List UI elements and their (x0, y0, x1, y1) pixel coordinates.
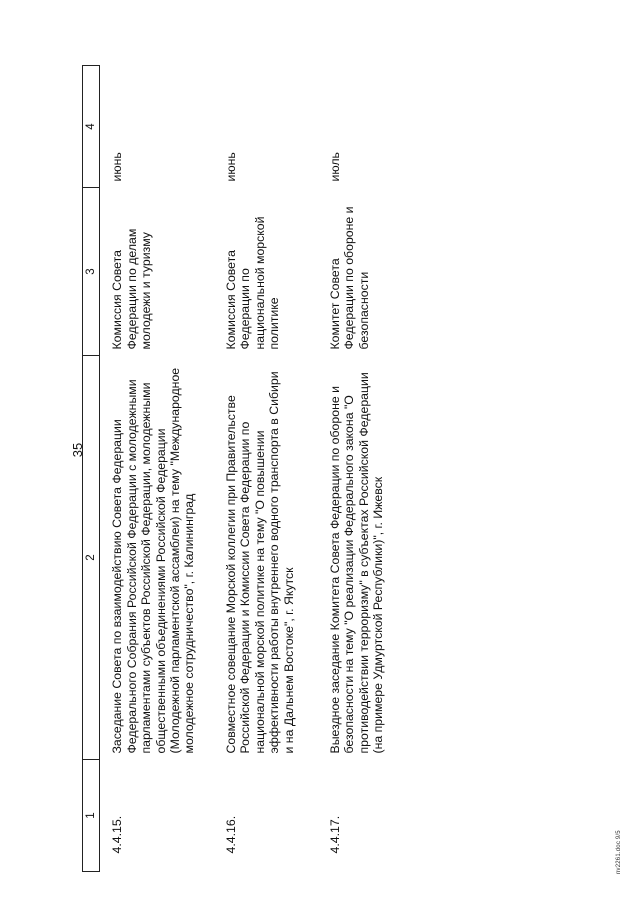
responsible-body: Комиссия Совета Федерации по делам молодежи и туризму (110, 228, 154, 350)
document-code: nv2261.doc 9/5 (616, 830, 622, 874)
column-header-2: 2 (83, 356, 100, 760)
column-header-3: 3 (83, 188, 100, 356)
item-number: 4.4.16. (223, 815, 238, 854)
column-header-1: 1 (83, 760, 100, 872)
table-row (224, 66, 328, 872)
event-date: июнь (223, 152, 238, 182)
event-date: июль (327, 152, 342, 182)
responsible-body: Комиссия Совета Федерации по национальной морской политике (223, 216, 282, 350)
plan-table (82, 65, 386, 872)
table-row (100, 66, 224, 872)
page-number: 35 (70, 442, 85, 458)
event-description: Выездное заседание Комитета Совета Федерации по обороне и безопасности на тему "О реализации Федерального закона "О противодействии терроризму" в субъектах Российской Федерации (на примере Удмуртской Республики)", г. Ижевск (327, 372, 386, 754)
column-header-4: 4 (83, 66, 100, 188)
table-header-row (83, 66, 100, 872)
event-description: Совместное совещание Морской коллегии при Правительстве Российской Федерации и Комиссии Совета Федерации по национальной морской политике на тему "О повышении эффективности работы внутреннего водного транспорта в Сибири и на Дальнем Востоке", г. Якутск (223, 371, 296, 754)
responsible-body: Комитет Совета Федерации по обороне и безопасности (327, 206, 371, 350)
item-number: 4.4.15. (110, 815, 125, 854)
table-row (328, 66, 386, 872)
item-number: 4.4.17. (327, 815, 342, 854)
event-date: июнь (110, 152, 125, 182)
event-description: Заседание Совета по взаимодействию Совета Федерации Федерального Собрания Российской Федерации с молодежными парламентами субъектов Российской Федерации, молодежными общественными объединениями Российской Федерации (Молодежной парламентской ассамблеи) на тему "Международное молодежное сотрудничество", г. Калининград (110, 367, 197, 754)
